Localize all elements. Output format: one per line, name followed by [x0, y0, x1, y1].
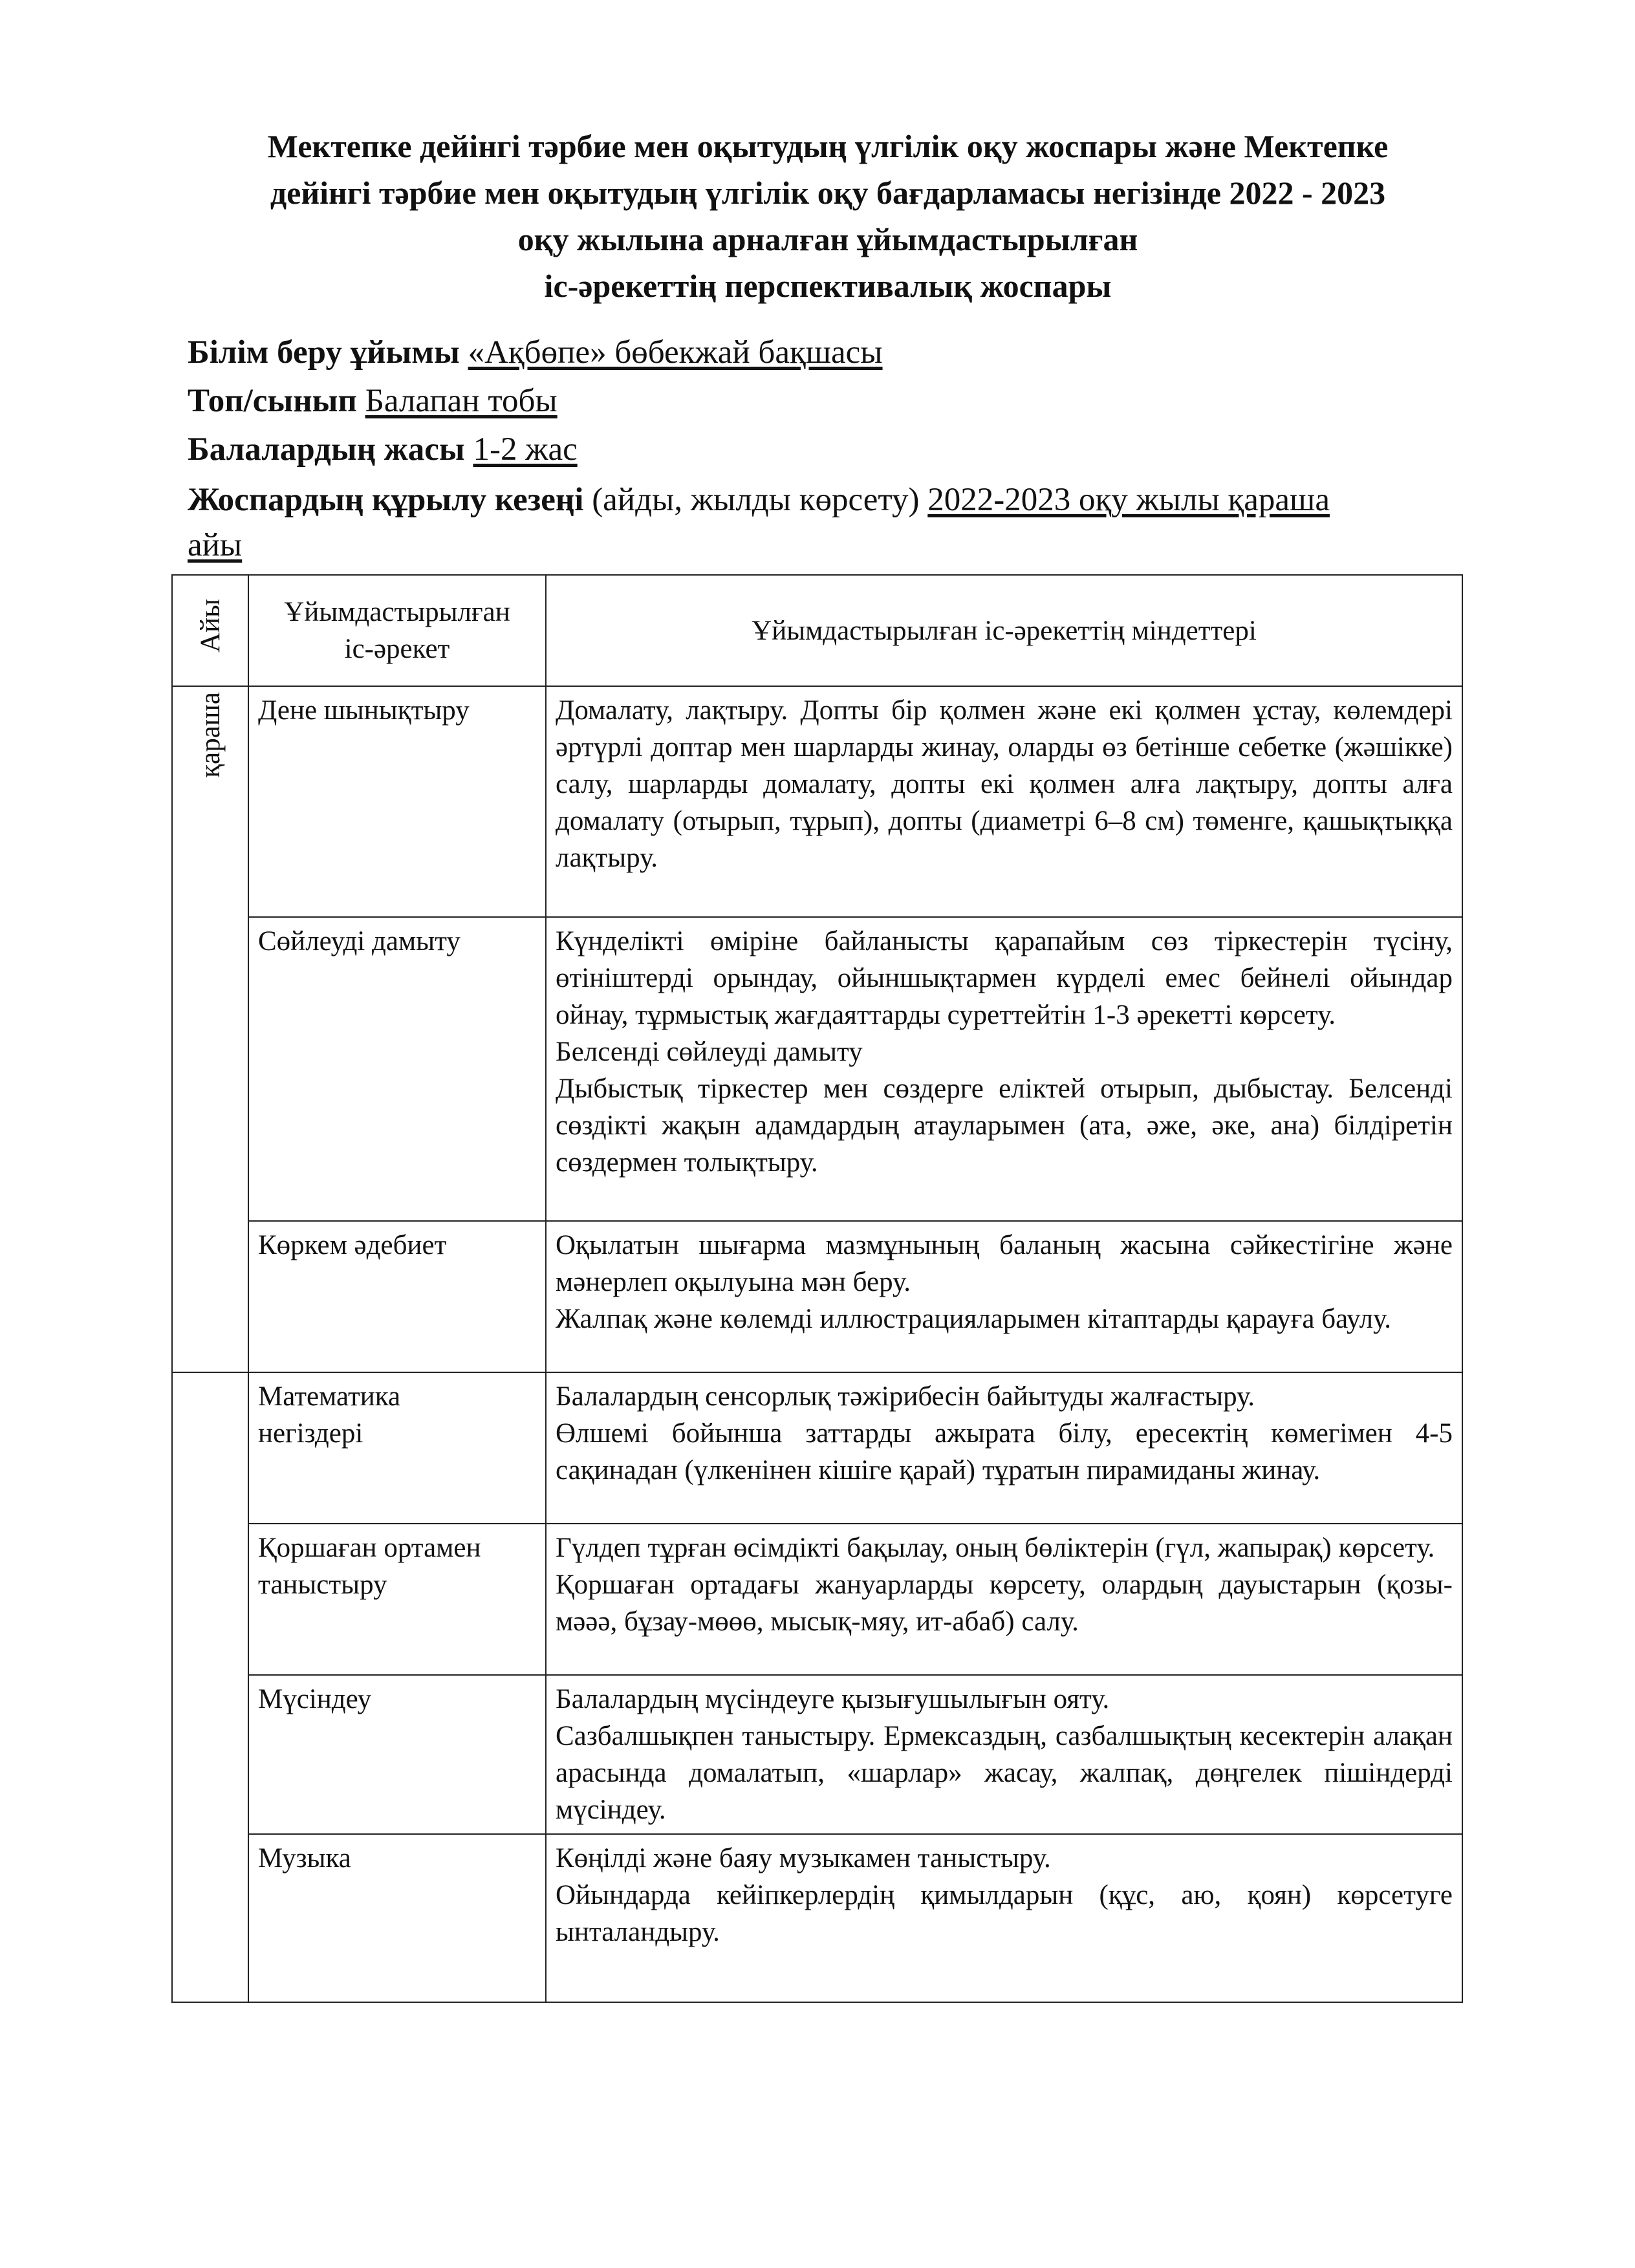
- activity-cell: Сөйлеуді дамыту: [248, 917, 546, 1221]
- header-month: Айы: [172, 575, 248, 686]
- month-value: қараша: [195, 692, 226, 778]
- tasks-cell: Күнделікті өміріне байланысты қарапайым сөз тіркестерін түсіну, өтініштерді орындау, ойыншықтармен күрделі емес бейнелі ойындар ойнау, тұрмыстық жағдаяттарды суреттейтін 1-3 әрекетті көрсету. Белсенді сөйлеуді дамыту Дыбыстық тіркестер мен сөздерге еліктей отырып, дыбыстау. Белсенді сөздікті жақын адамдардың атауларымен (ата, әже, әке, ана) білдіретін сөздермен толықтыру.: [546, 917, 1462, 1221]
- org-label: Білім беру ұйымы: [188, 334, 460, 371]
- table-row: [172, 1834, 1462, 2002]
- table-row: [172, 1675, 1462, 1834]
- table-header-row: [172, 575, 1462, 686]
- plan-table: [171, 574, 1463, 2003]
- header-activity: Ұйымдастырылған іс-әрекет: [248, 575, 546, 686]
- tasks-cell: Гүлдеп тұрған өсімдікті бақылау, оның бөліктерін (гүл, жапырақ) көрсету. Қоршаған ортадағы жануарларды көрсету, олардың дауыстарын (қозы-мәәә, бұзау-мөөө, мысық-мяу, ит-абаб) салу.: [546, 1524, 1462, 1675]
- age-value: 1-2 жас: [473, 431, 578, 468]
- title-line-1: Мектепке дейінгі тәрбие мен оқытудың үлгілік оқу жоспары және Мектепке: [267, 128, 1389, 164]
- table-row: [172, 686, 1462, 917]
- period-value: 2022-2023 оқу жылы қараша: [927, 482, 1330, 518]
- table-row: [172, 1372, 1462, 1524]
- table-row: [172, 917, 1462, 1221]
- meta-age: [188, 427, 1520, 472]
- tasks-cell: Домалату, лақтыру. Допты бір қолмен және екі қолмен ұстау, көлемдері әртүрлі доптар мен шарларды жинау, оларды өз бетінше себетке (жәшікке) салу, шарларды домалату, допты екі қолмен алға лақтыру, допты алға домалату (отырып, тұрып), допты (диаметрі 6–8 см) төменге, қашықтыққа лақтыру.: [546, 686, 1462, 917]
- table-row: [172, 1524, 1462, 1675]
- tasks-cell: Балалардың сенсорлық тәжірибесін байытуды жалғастыру. Өлшемі бойынша заттарды ажырата білу, ересектің көмегімен 4-5 сақинадан (үлкенінен кішіге қарай) тұратын пирамиданы жинау.: [546, 1372, 1462, 1524]
- group-value: Балапан тобы: [365, 383, 558, 419]
- meta-group: [188, 378, 1520, 424]
- activity-cell: Музыка: [248, 1834, 546, 2002]
- tasks-cell: Көңілді және баяу музыкамен таныстыру. Ойындарда кейіпкерлердің қимылдарын (құс, аю, қоян) көрсетуге ынталандыру.: [546, 1834, 1462, 2002]
- title-line-2: дейінгі тәрбие мен оқытудың үлгілік оқу бағдарламасы негізінде 2022 - 2023: [270, 175, 1386, 211]
- header-tasks: Ұйымдастырылған іс-әрекеттің міндеттері: [546, 575, 1462, 686]
- period-label: Жоспардың құрылу кезеңі: [188, 482, 584, 518]
- activity-cell: Көркем әдебиет: [248, 1221, 546, 1372]
- month-cell-empty: [172, 1372, 248, 2002]
- tasks-cell: Оқылатын шығарма мазмұнының баланың жасына сәйкестігіне және мәнерлеп оқылуына мән беру. Жалпақ және көлемді иллюстрацияларымен кітаптарды қарауға баулу.: [546, 1221, 1462, 1372]
- activity-cell: Мүсіндеу: [248, 1675, 546, 1834]
- month-cell: [172, 686, 248, 1372]
- period-value-cont: айы: [188, 527, 243, 563]
- activity-cell: Математика негіздері: [248, 1372, 546, 1524]
- tasks-cell: Балалардың мүсіндеуге қызығушылығын ояту. Сазбалшықпен таныстыру. Ермексаздың, сазбалшықтың кесектерін алақан арасында домалатып, «шарлар» жасау, жалпақ, дөңгелек пішіндерді мүсіндеу.: [546, 1675, 1462, 1834]
- meta-organization: [188, 330, 1520, 375]
- age-label: Балалардың жасы: [188, 431, 465, 468]
- activity-cell: Қоршаған ортамен таныстыру: [248, 1524, 546, 1675]
- title-line-4: іс-әрекеттің перспективалық жоспары: [544, 268, 1112, 304]
- title-line-3: оқу жылына арналған ұйымдастырылған: [517, 221, 1138, 257]
- document-title: [175, 123, 1481, 309]
- meta-period: [188, 477, 1520, 568]
- group-label: Топ/сынып: [188, 383, 357, 419]
- activity-cell: Дене шынықтыру: [248, 686, 546, 917]
- table-row: [172, 1221, 1462, 1372]
- org-value: «Ақбөпе» бөбекжай бақшасы: [468, 334, 883, 371]
- period-note: (айды, жылды көрсету): [592, 482, 920, 518]
